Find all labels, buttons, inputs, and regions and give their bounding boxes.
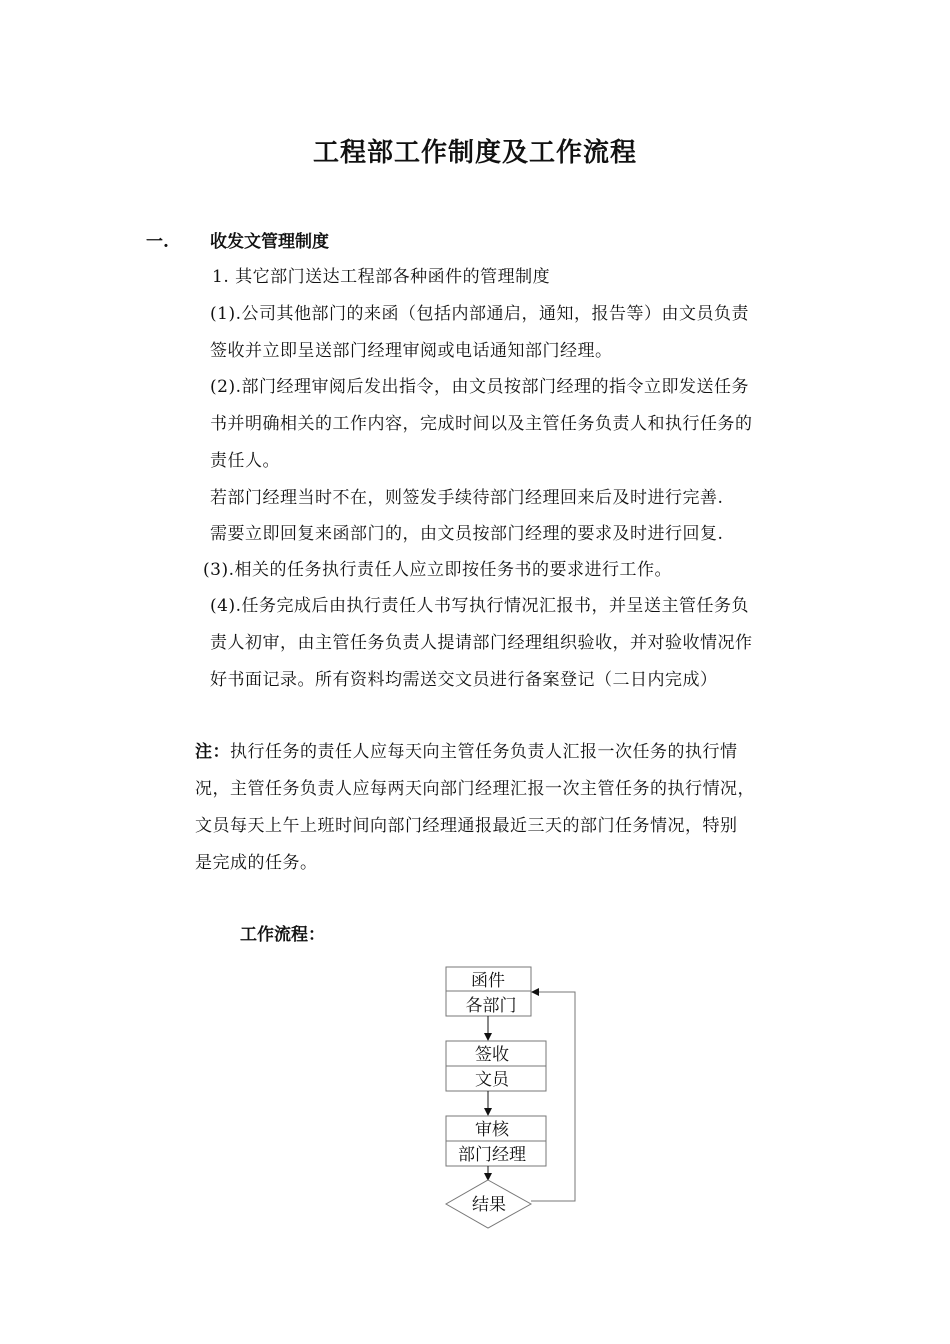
note-line: 文员每天上午上班时间向部门经理通报最近三天的部门任务情况，特别	[195, 816, 738, 836]
flow-label: 工作流程：	[240, 925, 325, 945]
flow-box-manager-top: 审核	[475, 1120, 509, 1140]
flow-box-manager	[446, 1116, 546, 1166]
flow-feedback-arrow	[531, 992, 575, 1201]
flow-box-departments-top: 函件	[471, 971, 505, 991]
body-line: (4).任务完成后由执行责任人书写执行情况汇报书，并呈送主管任务负	[210, 596, 749, 616]
flow-box-manager-bottom: 部门经理	[458, 1145, 526, 1165]
body-line: (3).相关的任务执行责任人应立即按任务书的要求进行工作。	[203, 560, 672, 580]
body-line: 好书面记录。所有资料均需送交文员进行备案登记（二日内完成）	[210, 670, 718, 690]
flow-diamond-result	[446, 1180, 531, 1228]
note-line: 况，主管任务负责人应每两天向部门经理汇报一次主管任务的执行情况，	[195, 779, 755, 799]
flow-box-departments-bottom: 各部门	[465, 996, 517, 1016]
body-line: 签收并立即呈送部门经理审阅或电话通知部门经理。	[210, 341, 613, 361]
flow-box-clerk-bottom: 文员	[475, 1070, 509, 1090]
flow-box-clerk-top: 签收	[475, 1045, 509, 1065]
subsection-heading: 1. 其它部门送达工程部各种函件的管理制度	[212, 267, 551, 287]
flow-diamond-result-label: 结果	[472, 1195, 506, 1215]
section-heading: 收发文管理制度	[210, 232, 329, 252]
body-line: 需要立即回复来函部门的，由文员按部门经理的要求及时进行回复.	[210, 524, 724, 544]
note-label: 注：	[195, 742, 230, 762]
note-text: 执行任务的责任人应每天向主管任务负责人汇报一次任务的执行情	[230, 742, 738, 762]
body-line: (2).部门经理审阅后发出指令，由文员按部门经理的指令立即发送任务	[210, 377, 749, 397]
body-line: 书并明确相关的工作内容，完成时间以及主管任务负责人和执行任务的	[210, 414, 753, 434]
section-number: 一.	[146, 232, 169, 252]
body-line: 若部门经理当时不在，则签发手续待部门经理回来后及时进行完善.	[210, 488, 724, 508]
flow-box-departments	[446, 967, 531, 1016]
body-line: (1).公司其他部门的来函（包括内部通启，通知，报告等）由文员负责	[210, 304, 749, 324]
body-line: 责人初审，由主管任务负责人提请部门经理组织验收，并对验收情况作	[210, 633, 753, 653]
page-title: 工程部工作制度及工作流程	[312, 138, 637, 168]
body-line: 责任人。	[210, 451, 280, 471]
flow-box-clerk	[446, 1041, 546, 1091]
note-line: 是完成的任务。	[195, 853, 318, 873]
